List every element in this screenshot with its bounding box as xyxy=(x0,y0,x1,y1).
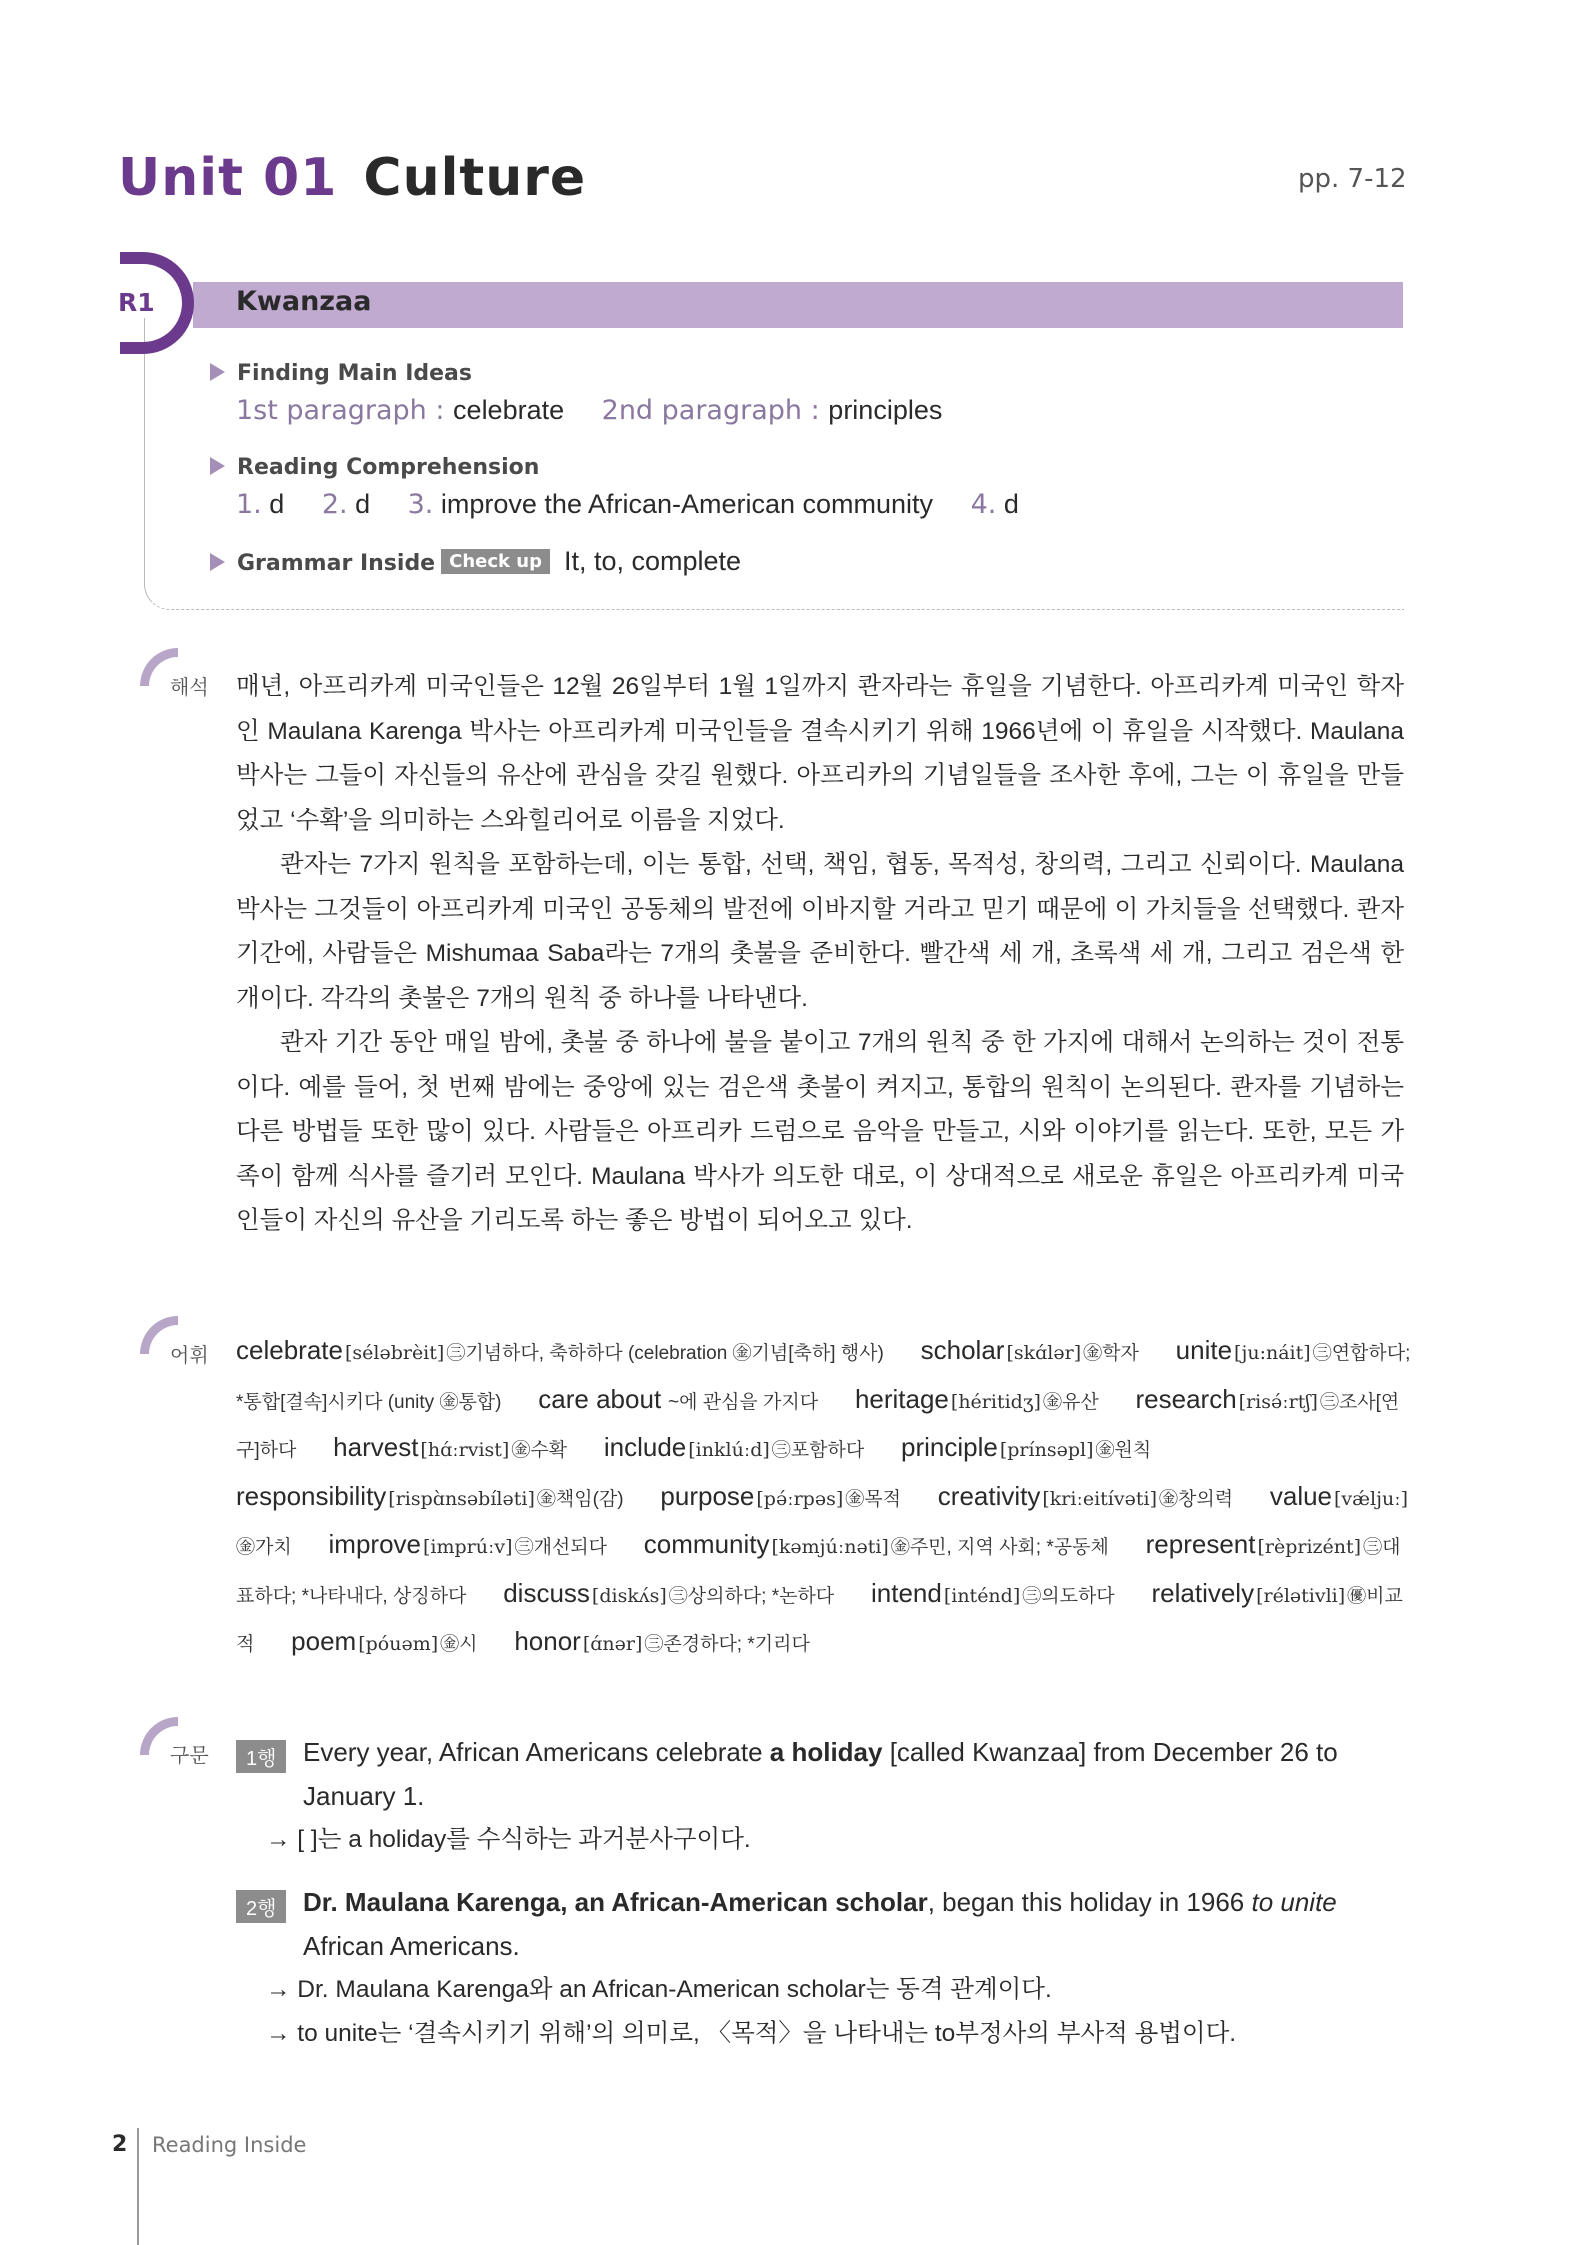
vocab-definition: ㊎목적 xyxy=(845,1488,901,1510)
main-ideas-heading-text: Finding Main Ideas xyxy=(237,361,472,386)
syntax-note: → [ ]는 a holiday를 수식하는 과거분사구이다. xyxy=(266,1826,751,1853)
syntax-note: → to unite는 ‘결속시키기 위해’의 의미로, 〈목적〉을 나타내는 to부정사의 부사적 용법이다. xyxy=(266,2020,1237,2047)
main-ideas-heading xyxy=(210,361,472,386)
vocab-phonetic: [prínsəpl] xyxy=(999,1439,1094,1461)
answer-number: 1. xyxy=(236,489,262,520)
sentence-part: Every year, African Americans celebrate xyxy=(303,1737,770,1767)
main-ideas-answers xyxy=(236,395,942,426)
sentence-part: [called Kwanzaa] from December 26 to January 1. xyxy=(303,1737,1338,1811)
sentence-emphasis: Dr. Maulana Karenga, an African-American scholar xyxy=(303,1887,928,1917)
p1-answer: celebrate xyxy=(453,395,565,425)
vocab-definition: ㊂의도하다 xyxy=(1022,1585,1115,1607)
vocab-phonetic: [kriːeitívəti] xyxy=(1042,1487,1157,1510)
vocab-definition: ㊎책임(감) xyxy=(536,1488,624,1510)
section-label: R1 xyxy=(118,288,155,317)
vocab-phonetic: [héritidʒ] xyxy=(950,1390,1041,1413)
vocab-phonetic: [imprúːv] xyxy=(423,1536,513,1558)
vocab-word: creativity xyxy=(937,1480,1041,1511)
line-number-tag: 2행 xyxy=(236,1890,286,1923)
p1-label: 1st paragraph xyxy=(236,395,427,426)
vocab-definition: ㊂연합하다; *통합[결속]시키다 (unity ㊎통합) xyxy=(236,1343,1411,1413)
vocab-word: principle xyxy=(901,1432,998,1462)
vocab-label: 어휘 xyxy=(170,1345,209,1367)
vocab-phonetic: [rèprizént] xyxy=(1257,1536,1362,1558)
syntax-note: → Dr. Maulana Karenga와 an African-American scholar는 동격 관계이다. xyxy=(266,1976,1052,2003)
vocab-word: honor xyxy=(514,1626,581,1656)
vocab-phonetic: [diskʌ́s] xyxy=(591,1584,667,1607)
vocab-definition: ㊎시 xyxy=(440,1634,478,1655)
vocab-word: harvest xyxy=(333,1432,419,1462)
comprehension-heading xyxy=(210,455,539,480)
vocab-phonetic: [risə́ːrtʃ] xyxy=(1238,1390,1318,1413)
vocab-phonetic: [rélətivli] xyxy=(1256,1584,1346,1607)
vocab-definition: ㊎창의력 xyxy=(1158,1488,1234,1510)
p2-colon: : xyxy=(802,395,829,426)
translation-text xyxy=(236,665,1404,1244)
vocab-definition: ㊂기념하다, 축하하다 (celebration ㊎기념[축하] 행사) xyxy=(446,1343,884,1364)
sentence-part: African Americans. xyxy=(303,1931,520,1961)
vocab-word: responsibility xyxy=(236,1480,387,1511)
footer-rule xyxy=(137,2128,139,2245)
comprehension-heading-text: Reading Comprehension xyxy=(237,455,540,480)
vocab-word: intend xyxy=(870,1577,942,1608)
vocabulary-list xyxy=(236,1328,1416,1668)
answer-number: 2. xyxy=(321,489,348,520)
syntax-sentence xyxy=(303,1880,1413,1968)
vocab-word: relatively xyxy=(1151,1577,1255,1608)
translation-label: 해석 xyxy=(170,677,209,699)
vocab-word: celebrate xyxy=(236,1335,343,1365)
vocab-word: unite xyxy=(1175,1335,1233,1365)
vocab-phonetic: [séləbrèit] xyxy=(344,1342,445,1364)
vocab-word: community xyxy=(643,1529,770,1559)
sentence-emphasis: a holiday xyxy=(769,1737,883,1767)
vocab-definition: ㊎가치 xyxy=(236,1537,292,1558)
vocab-definition: ㊎수확 xyxy=(511,1440,568,1461)
answer-text: d xyxy=(347,489,371,519)
vocab-definition: ㊂존경하다; *기리다 xyxy=(644,1634,810,1655)
vocab-word: heritage xyxy=(854,1383,949,1414)
translation-paragraph: 콴자는 7가지 원칙을 포함하는데, 이는 통합, 선택, 책임, 협동, 목적성, 창의력, 그리고 신뢰이다. Maulana 박사는 그것들이 아프리카계 미국인 공동체의 발전에 이바지할 거라고 믿기 때문에 이 가치들을 선택했다. 콴자 기간에, 사람들은 Mishumaa Saba라는 7개의 촛불을 준비한다. 빨간색 세 개, 초록색 세 개, 그리고 검은색 한 개이다. 각각의 촛불은 7개의 원칙 중 하나를 나타낸다. xyxy=(236,851,1404,1012)
answer-text: d xyxy=(996,489,1019,519)
vocab-phonetic: [inklúːd] xyxy=(688,1439,770,1461)
page-range: pp. 7-12 xyxy=(1298,164,1407,194)
vocab-phonetic: [hɑ́ːrvist] xyxy=(420,1439,510,1461)
unit-title xyxy=(118,148,586,208)
vocab-definition: ㊎학자 xyxy=(1083,1343,1139,1364)
vocab-word: value xyxy=(1269,1480,1333,1511)
vocab-word: purpose xyxy=(660,1480,755,1511)
section-title-bar xyxy=(193,282,1403,328)
unit-label: Unit 01 xyxy=(118,148,338,208)
section-title: Kwanzaa xyxy=(236,286,372,317)
syntax-line-tag xyxy=(236,1740,286,1773)
vocab-phonetic: [vǽljuː] xyxy=(1334,1487,1409,1510)
vocab-word: improve xyxy=(328,1529,422,1559)
triangle-bullet-icon xyxy=(210,363,225,381)
vocab-definition: ㊎주민, 지역 사회; *공동체 xyxy=(890,1537,1109,1558)
vocab-phonetic: [pə́ːrpəs] xyxy=(756,1487,844,1510)
vocab-phonetic: [skɑ́lər] xyxy=(1006,1342,1082,1364)
vocab-definition: ㊂조사[연구]하다 xyxy=(236,1391,1400,1461)
answer-text: improve the African-American community xyxy=(433,489,934,519)
grammar-answer: It, to, complete xyxy=(563,546,742,576)
vocab-definition: ㊂개선되다 xyxy=(514,1537,607,1558)
vocab-word: include xyxy=(603,1432,687,1462)
vocab-definition: ㊎유산 xyxy=(1042,1391,1099,1413)
triangle-bullet-icon xyxy=(210,553,225,571)
sentence-italic: to unite xyxy=(1251,1887,1337,1917)
vocab-definition: ㊝비교적 xyxy=(236,1585,1403,1655)
vocab-word: scholar xyxy=(920,1335,1005,1365)
triangle-bullet-icon xyxy=(210,457,225,475)
vocab-word: care about xyxy=(538,1383,662,1414)
p2-label: 2nd paragraph xyxy=(601,395,803,426)
vocab-phonetic: [ɑ́nər] xyxy=(582,1633,643,1655)
p1-colon: : xyxy=(426,395,454,426)
syntax-label: 구문 xyxy=(170,1745,209,1767)
vocab-word: represent xyxy=(1145,1529,1256,1559)
p2-answer: principles xyxy=(828,395,943,425)
syntax-line-tag xyxy=(236,1890,286,1923)
vocab-definition: ㊎원칙 xyxy=(1095,1440,1152,1461)
vocab-phonetic: [póuəm] xyxy=(358,1633,439,1655)
grammar-heading-text: Grammar Inside xyxy=(237,551,436,576)
translation-paragraph: 콴자 기간 동안 매일 밤에, 촛불 중 하나에 불을 붙이고 7개의 원칙 중 한 가지에 대해서 논의하는 것이 전통이다. 예를 들어, 첫 번째 밤에는 중앙에 있는 검은색 촛불이 켜지고, 통합의 원칙이 논의된다. 콴자를 기념하는 다른 방법들 또한 많이 있다. 사람들은 아프리카 드럼으로 음악을 만들고, 시와 이야기를 읽는다. 또한, 모든 가족이 함께 식사를 즐기러 모인다. Maulana 박사가 의도한 대로, 이 상대적으로 새로운 휴일은 아프리카계 미국인들이 자신의 유산을 기리도록 하는 좋은 방법이 되어오고 있다. xyxy=(236,1029,1404,1234)
vocab-word: research xyxy=(1135,1383,1237,1414)
vocab-phonetic: [inténd] xyxy=(943,1584,1021,1607)
vocab-phonetic: [rispɑ̀nsəbíləti] xyxy=(388,1487,535,1510)
comprehension-answers xyxy=(236,489,1019,520)
vocab-definition: ㊂대표하다; *나타내다, 상징하다 xyxy=(236,1537,1401,1607)
translation-paragraph: 매년, 아프리카계 미국인들은 12월 26일부터 1월 1일까지 콴자라는 휴일을 기념한다. 아프리카계 미국인 학자인 Maulana Karenga 박사는 아프리카계 미국인들을 결속시키기 위해 1966년에 이 휴일을 시작했다. Maulana 박사는 그들이 자신들의 유산에 관심을 갖길 원했다. 아프리카의 기념일들을 조사한 후에, 그는 이 휴일을 만들었고 ‘수확’을 의미하는 스와힐리어로 이름을 지었다. xyxy=(236,673,1404,834)
book-title: Reading Inside xyxy=(152,2133,307,2157)
sentence-part: , began this holiday in 1966 xyxy=(927,1887,1252,1917)
syntax-sentence xyxy=(303,1730,1413,1818)
line-number-tag: 1행 xyxy=(236,1740,286,1773)
vocab-definition: ㊂상의하다; *논하다 xyxy=(668,1585,835,1607)
check-up-badge: Check up xyxy=(441,549,550,574)
vocab-definition: ㊂포함하다 xyxy=(771,1440,865,1461)
answer-number: 3. xyxy=(407,489,434,520)
grammar-line xyxy=(210,546,741,577)
vocab-word: poem xyxy=(291,1626,357,1656)
vocab-definition: ~에 관심을 가지다 xyxy=(667,1391,819,1413)
unit-name: Culture xyxy=(363,148,587,208)
vocab-word: discuss xyxy=(503,1577,590,1608)
vocab-phonetic: [kəmjúːnəti] xyxy=(771,1536,889,1558)
answer-text: d xyxy=(261,489,285,519)
answer-number: 4. xyxy=(970,489,997,520)
vocab-phonetic: [ju:náit] xyxy=(1234,1342,1311,1364)
page-number: 2 xyxy=(112,2132,128,2157)
